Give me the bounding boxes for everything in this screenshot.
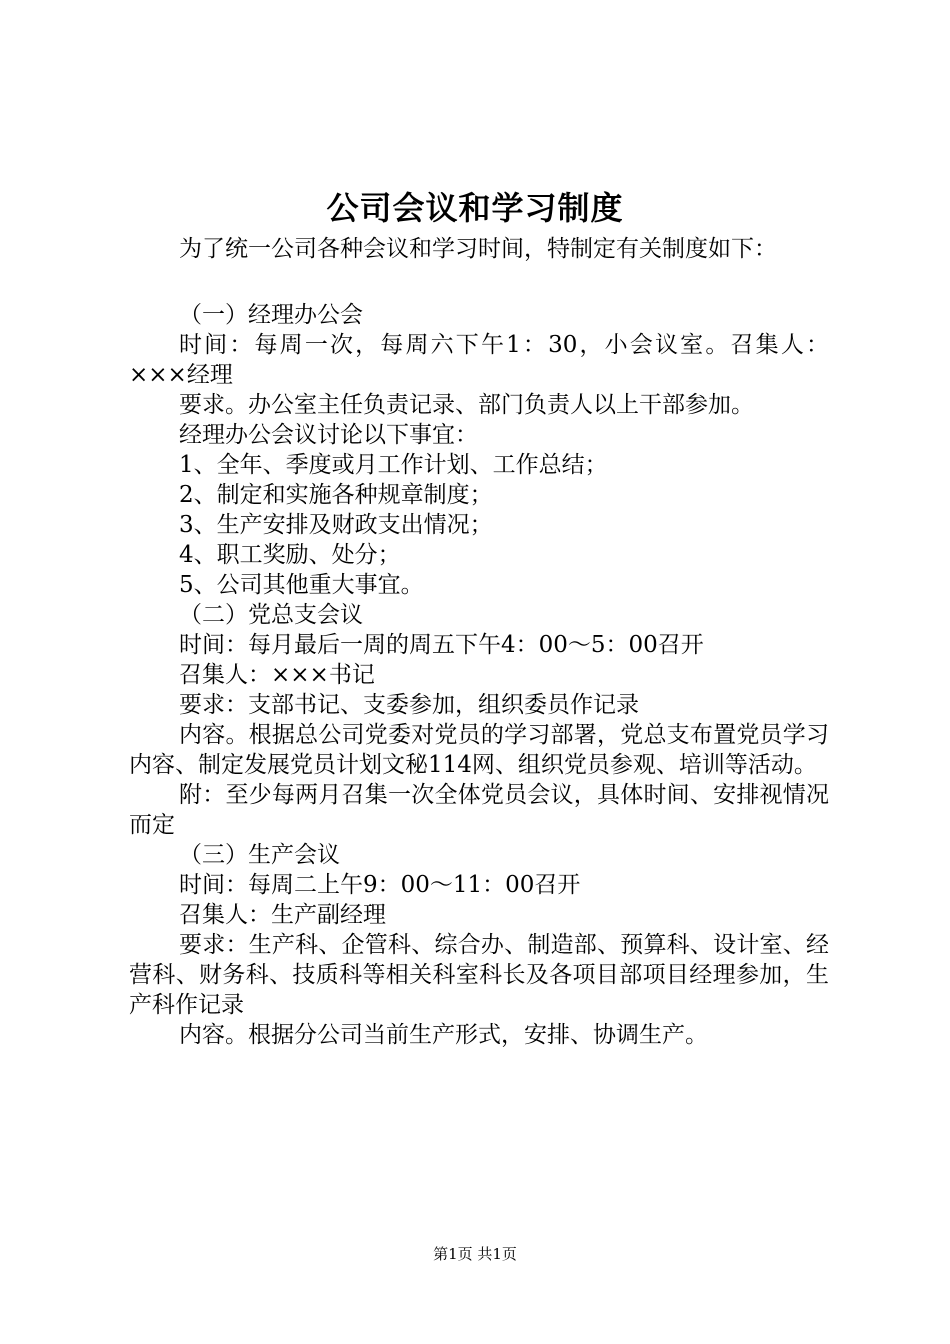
list-item: 1、全年、季度或月工作计划、工作总结； bbox=[179, 452, 608, 478]
list-item: 2、制定和实施各种规章制度； bbox=[179, 482, 493, 508]
paragraph: 内容。根据总公司党委对党员的学习部署，党总支布置党员学习内容、制定发展党员计划文秘114网、组织党员参观、培训等活动。 bbox=[129, 722, 829, 778]
section-heading-manager-meeting: （一）经理办公会 bbox=[179, 302, 363, 328]
section-heading-production-meeting: （三）生产会议 bbox=[179, 842, 340, 868]
list-item: 4、职工奖励、处分； bbox=[179, 542, 401, 568]
page-footer: 第1页 共1页 bbox=[433, 1245, 517, 1263]
paragraph: 要求。办公室主任负责记录、部门负责人以上干部参加。 bbox=[179, 392, 754, 418]
list-item: 5、公司其他重大事宜。 bbox=[179, 572, 424, 598]
section-heading-party-meeting: （二）党总支会议 bbox=[179, 602, 363, 628]
paragraph: 时间：每周一次，每周六下午1：30，小会议室。召集人：×××经理 bbox=[129, 332, 829, 388]
intro-paragraph: 为了统一公司各种会议和学习时间，特制定有关制度如下： bbox=[179, 236, 777, 262]
paragraph: 经理办公会议讨论以下事宜： bbox=[179, 422, 478, 448]
paragraph: 召集人：生产副经理 bbox=[179, 902, 386, 928]
paragraph: 附：至少每两月召集一次全体党员会议，具体时间、安排视情况而定 bbox=[129, 782, 829, 838]
paragraph: 内容。根据分公司当前生产形式，安排、协调生产。 bbox=[179, 1022, 708, 1048]
list-item: 3、生产安排及财政支出情况； bbox=[179, 512, 493, 538]
document-body bbox=[129, 234, 829, 1050]
paragraph: 召集人：×××书记 bbox=[179, 662, 375, 688]
paragraph: 要求：支部书记、支委参加，组织委员作记录 bbox=[179, 692, 639, 718]
paragraph: 要求：生产科、企管科、综合办、制造部、预算科、设计室、经营科、财务科、技质科等相关科室科长及各项目部项目经理参加，生产科作记录 bbox=[129, 932, 829, 1018]
document-title: 公司会议和学习制度 bbox=[326, 189, 624, 227]
paragraph: 时间：每月最后一周的周五下午4：00～5：00召开 bbox=[179, 632, 704, 658]
paragraph-spacer bbox=[129, 264, 829, 300]
paragraph: 时间：每周二上午9：00～11：00召开 bbox=[179, 872, 581, 898]
